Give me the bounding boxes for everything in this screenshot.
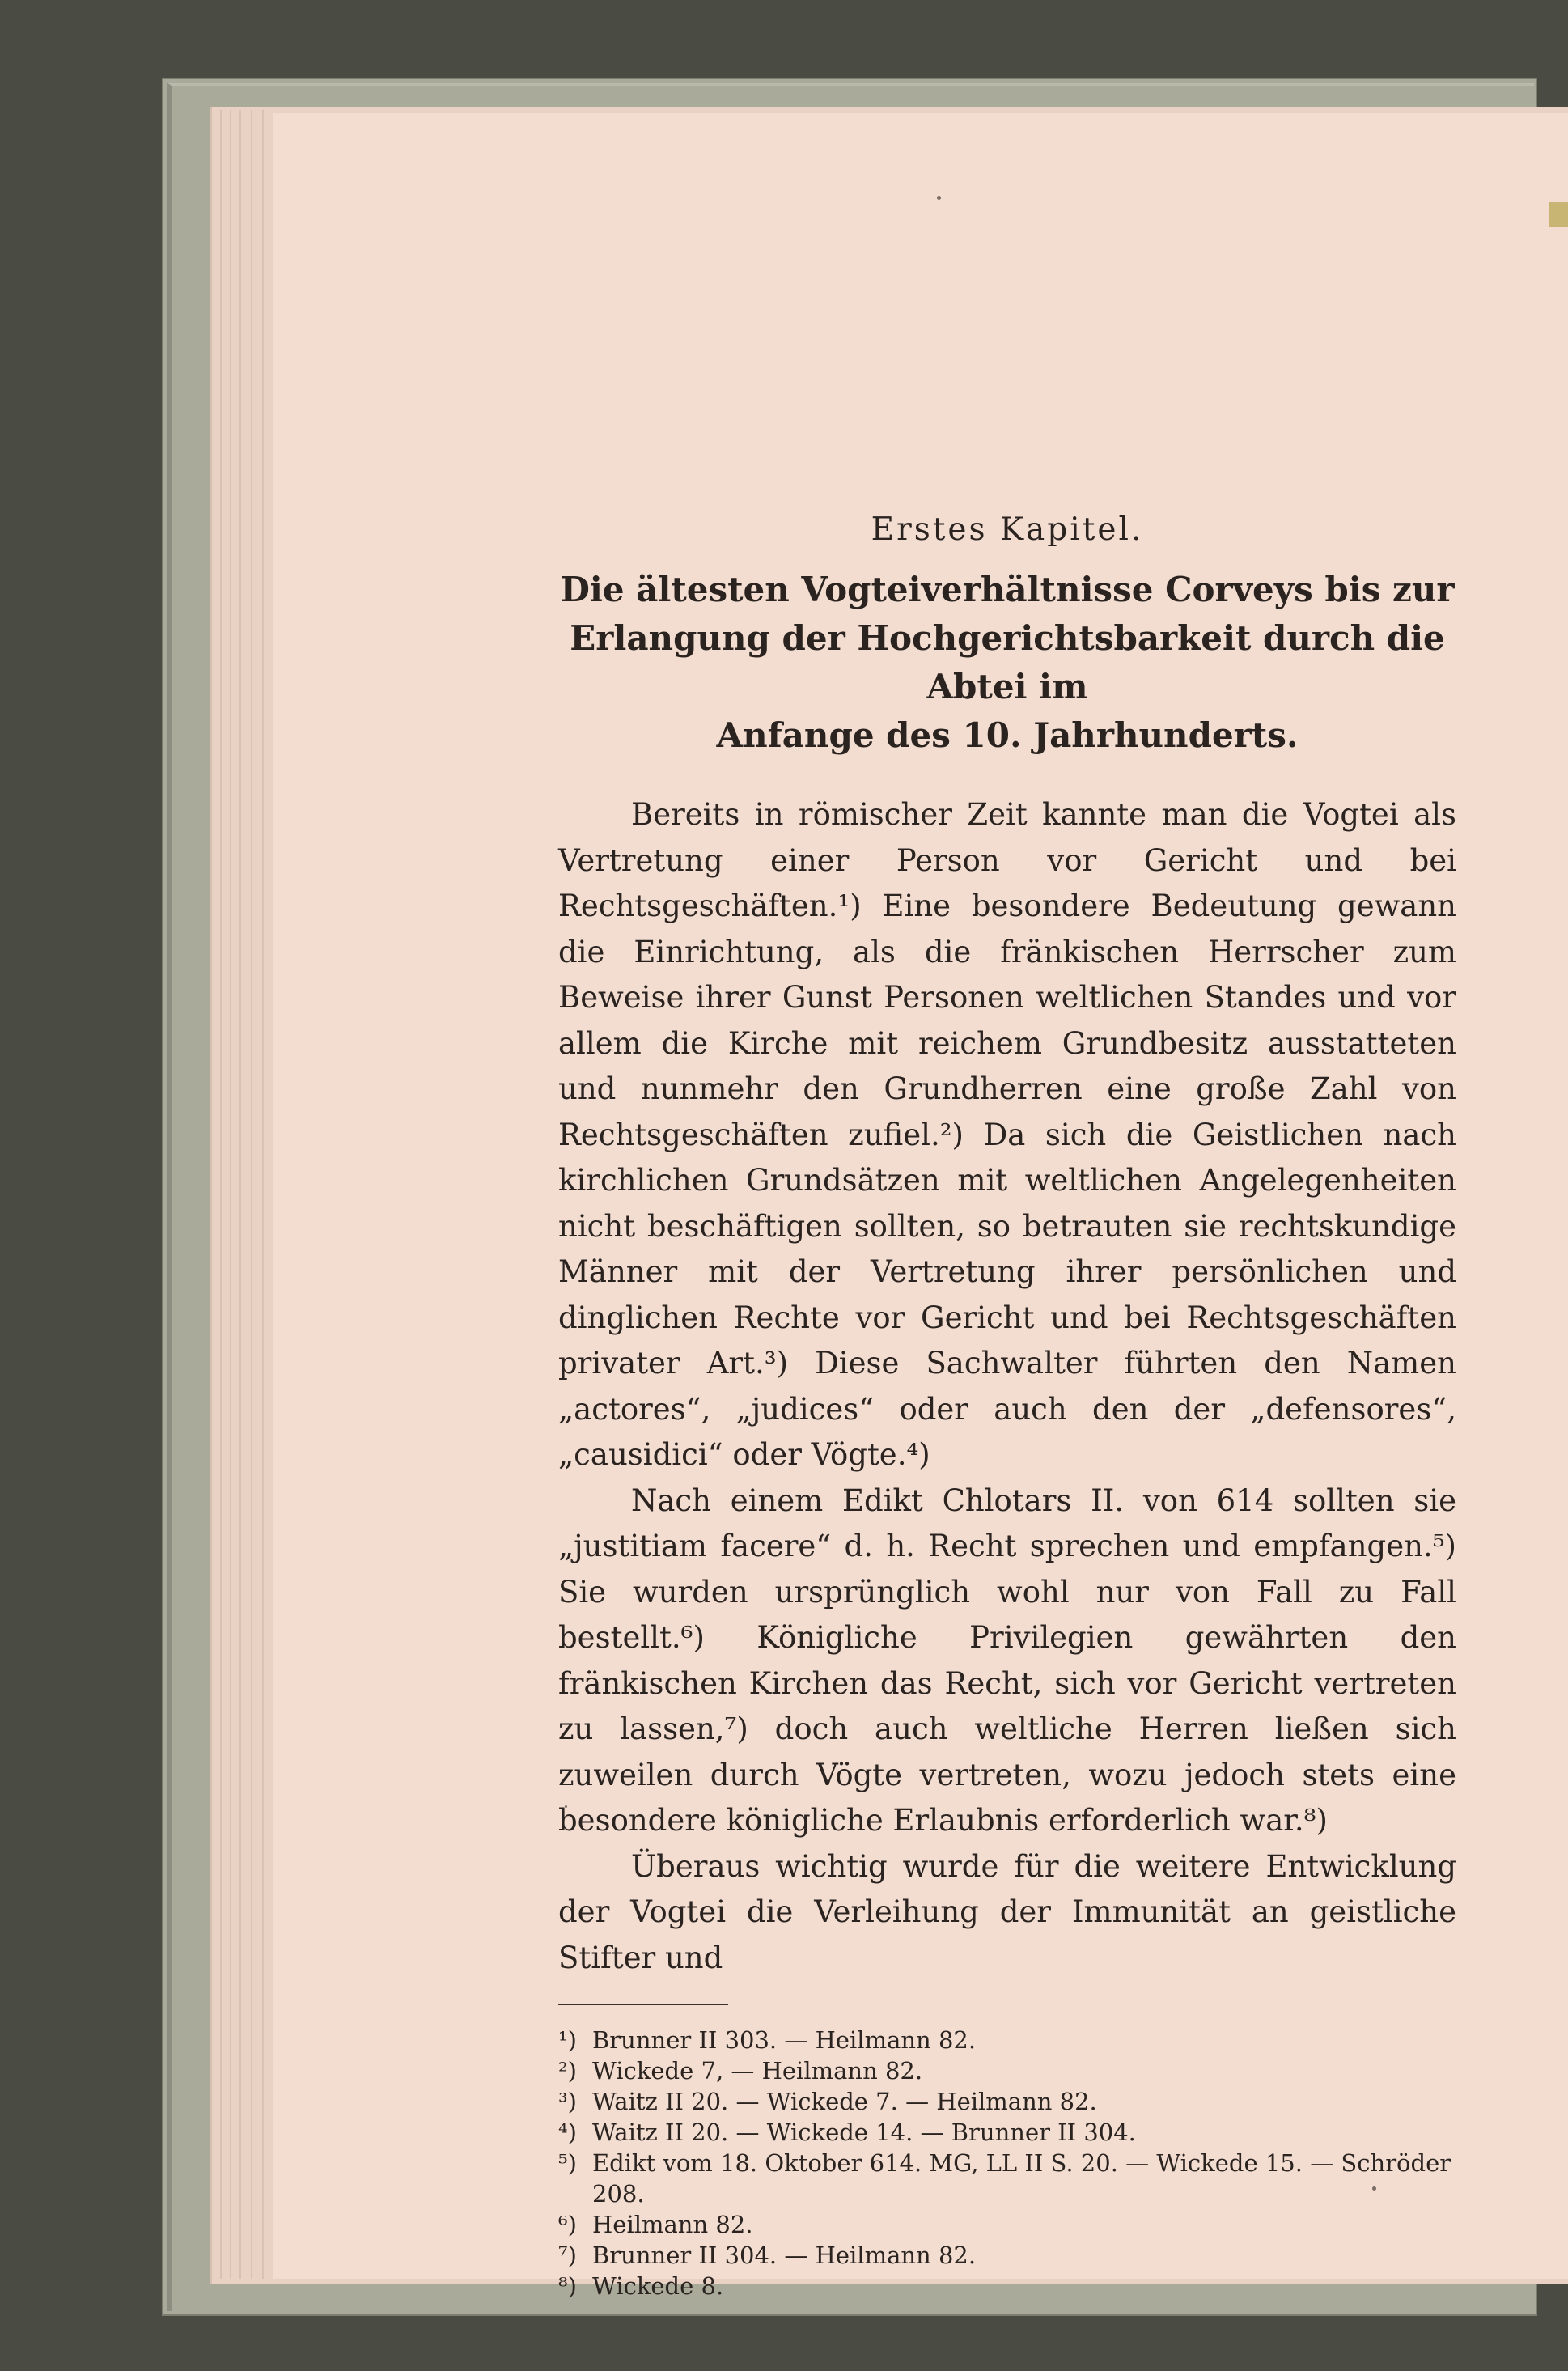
page-edge-line (220, 110, 222, 2279)
footnote-text: Waitz II 20. — Wickede 7. — Heilmann 82. (592, 2088, 1097, 2115)
footnote (558, 2148, 1456, 2209)
footnote-text: Wickede 7, — Heilmann 82. (592, 2057, 923, 2085)
paper-speck (937, 196, 941, 200)
footnote-text: Brunner II 303. — Heilmann 82. (592, 2026, 977, 2054)
footnotes (558, 2025, 1456, 2301)
footnote-number: ¹) (558, 2026, 577, 2054)
footnote-rule (558, 2004, 728, 2005)
body-paragraph: Nach einem Edikt Chlotars II. von 614 sollten sie „justitiam facere“ d. h. Recht sprechen und empfangen.⁵) Sie wurden ursprünglich wohl nur von Fall zu Fall bestellt.⁶) Königliche Privilegien gewährten den fränkischen Kirchen das Recht, sich vor Gericht vertreten zu lassen,⁷) doch auch weltliche Herren ließen sich zuweilen durch Vögte vertreten, wozu jedoch stets eine besondere königliche Erlaubnis erforderlich war.⁸) (558, 1482, 1456, 1838)
footnote (558, 2240, 1456, 2271)
page-edge-line (251, 110, 252, 2279)
chapter-title-line: Die ältesten Vogteiverhältnisse Corveys bis zur (560, 570, 1455, 609)
footnote-text: Wickede 8. (592, 2272, 724, 2300)
page-edge-line (230, 110, 231, 2279)
footnote (558, 2117, 1456, 2148)
footnote (558, 2086, 1456, 2117)
footnote (558, 2055, 1456, 2086)
chapter-title-line: Anfange des 10. Jahrhunderts. (716, 715, 1299, 755)
footnote-number: ⁴) (558, 2119, 577, 2146)
body-paragraph: Überaus wichtig wurde für die weitere Entwicklung der Vogtei die Verleihung der Immunität an geistliche Stifter und (558, 1848, 1456, 1975)
footnote-number: ⁸) (558, 2272, 577, 2300)
footnote (558, 2209, 1456, 2240)
page-content (558, 511, 1456, 2301)
page-edge-line (239, 110, 241, 2279)
footnote (558, 2271, 1456, 2301)
body-paragraph: Bereits in römischer Zeit kannte man die Vogtei als Vertretung einer Person vor Gericht und bei Rechtsgeschäften.¹) Eine besondere Bedeutung gewann die Einrichtung, als die fränkischen Herrscher zum Beweise ihrer Gunst Personen weltlichen Standes und vor allem die Kirche mit reichem Grundbesitz ausstatteten und nunmehr den Grundherren eine große Zahl von Rechtsgeschäften zufiel.²) Da sich die Geistlichen nach kirchlichen Grundsätzen mit weltlichen Angelegenheiten nicht beschäftigen sollten, so betrauten sie rechtskundige Männer mit der Vertretung ihrer persönlichen und dinglichen Rechte vor Gericht und bei Rechtsgeschäften privater Art.³) Diese Sachwalter führten den Namen „actores“, „judices“ oder auch den der „defensores“, „causidici“ oder Vögte.⁴) (558, 797, 1456, 1472)
footnote-number: ⁷) (558, 2242, 577, 2269)
page-edge-stain (1549, 202, 1568, 227)
chapter-title (558, 566, 1456, 760)
footnote-number: ³) (558, 2088, 577, 2115)
footnote-number: ⁶) (558, 2211, 577, 2238)
chapter-label: Erstes Kapitel. (871, 511, 1144, 548)
footnote (558, 2025, 1456, 2055)
chapter-title-line: Erlangung der Hochgerichtsbarkeit durch die Abtei im (570, 618, 1445, 706)
footnote-number: ²) (558, 2057, 577, 2085)
footnote-number: ⁵) (558, 2149, 577, 2177)
footnote-text: Waitz II 20. — Wickede 14. — Brunner II 304. (592, 2119, 1136, 2146)
page-edge-line (262, 110, 264, 2279)
footnote-text: Edikt vom 18. Oktober 614. MG, LL II S. 20. — Wickede 15. — Schröder 208. (592, 2149, 1451, 2208)
footnote-text: Brunner II 304. — Heilmann 82. (592, 2242, 977, 2269)
footnote-text: Heilmann 82. (592, 2211, 753, 2238)
